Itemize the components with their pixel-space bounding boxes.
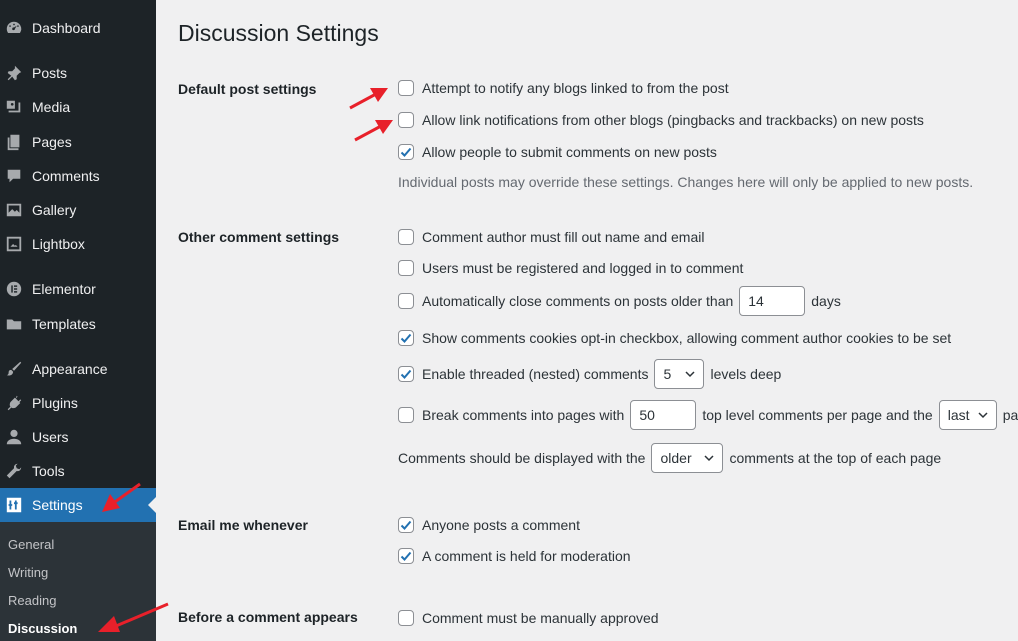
option-label: Enable threaded (nested) comments: [422, 366, 649, 382]
option-anyone-posts: [398, 517, 580, 533]
chevron-down-icon: [704, 453, 714, 463]
section-label-before-comment: Before a comment appears: [178, 609, 358, 625]
admin-sidebar: [0, 0, 156, 641]
sidebar-item-pages[interactable]: [0, 125, 156, 159]
section-label-email-me: Email me whenever: [178, 517, 308, 533]
wrench-icon: [4, 461, 24, 481]
sidebar-item-label: Appearance: [32, 361, 108, 377]
chevron-down-icon: [978, 410, 988, 420]
option-auto-close: [398, 286, 841, 316]
paged-checkbox[interactable]: [398, 407, 414, 423]
notify-blogs-checkbox[interactable]: [398, 80, 414, 96]
submenu-item-discussion[interactable]: Discussion: [8, 621, 78, 636]
option-label: Comment author must fill out name and email: [422, 229, 705, 245]
option-label: Comments should be displayed with the: [398, 450, 646, 466]
option-label: Users must be registered and logged in to comment: [422, 260, 744, 276]
sidebar-item-plugins[interactable]: [0, 386, 156, 420]
option-label: Attempt to notify any blogs linked to from the post: [422, 80, 729, 96]
sidebar-item-label: Plugins: [32, 395, 78, 411]
page-title: Discussion Settings: [178, 20, 379, 46]
elementor-icon: [4, 279, 24, 299]
option-suffix: days: [811, 293, 841, 309]
sidebar-item-label: Media: [32, 99, 71, 115]
option-suffix: levels deep: [710, 366, 782, 382]
option-link-notifications: [398, 112, 924, 128]
threaded-checkbox[interactable]: [398, 366, 414, 382]
auto-close-days-input[interactable]: 14: [739, 286, 805, 316]
option-label: Show comments cookies opt-in checkbox, allowing comment author cookies to be set: [422, 330, 952, 346]
sidebar-item-label: Dashboard: [32, 20, 101, 36]
checkmark-icon: [399, 331, 413, 345]
sidebar-item-appearance[interactable]: [0, 352, 156, 386]
option-label: Anyone posts a comment: [422, 517, 580, 533]
option-registered: [398, 260, 743, 276]
option-label: A comment is held for moderation: [422, 548, 631, 564]
sidebar-item-label: Pages: [32, 134, 72, 150]
option-label: Allow link notifications from other blogs (pingbacks and trackbacks) on new posts: [422, 112, 924, 128]
option-cookies: [398, 330, 951, 346]
option-label: Break comments into pages with: [422, 407, 625, 423]
checkmark-icon: [399, 367, 413, 381]
default-post-description: Individual posts may override these settings. Changes here will only be applied to new posts.: [398, 174, 974, 190]
submenu-item-general[interactable]: General: [8, 537, 55, 552]
option-label: Automatically close comments on posts older than: [422, 293, 734, 309]
select-value: 5: [663, 366, 672, 382]
auto-close-checkbox[interactable]: [398, 293, 414, 309]
option-manual-approve: [398, 610, 659, 626]
sidebar-item-templates[interactable]: [0, 307, 156, 341]
sidebar-item-label: Elementor: [32, 281, 96, 297]
option-threaded: [398, 359, 781, 389]
checkmark-icon: [399, 549, 413, 563]
comment-order-select[interactable]: [651, 443, 723, 473]
comment-icon: [4, 166, 24, 186]
sidebar-item-tools[interactable]: [0, 454, 156, 488]
option-author-fill: [398, 229, 704, 245]
option-held-moderation: [398, 548, 631, 564]
brush-icon: [4, 359, 24, 379]
checkmark-icon: [399, 518, 413, 532]
folder-icon: [4, 314, 24, 334]
sidebar-item-elementor[interactable]: [0, 272, 156, 306]
submenu-item-reading[interactable]: Reading: [8, 593, 57, 608]
default-page-select[interactable]: [939, 400, 997, 430]
author-fill-checkbox[interactable]: [398, 229, 414, 245]
pages-icon: [4, 132, 24, 152]
sidebar-item-gallery[interactable]: [0, 193, 156, 227]
thread-depth-select[interactable]: [654, 359, 704, 389]
settings-submenu: [0, 522, 156, 641]
option-display-order: [398, 443, 941, 473]
sidebar-item-lightbox[interactable]: [0, 227, 156, 261]
option-suffix: pa: [1002, 407, 1018, 423]
checkmark-icon: [399, 145, 413, 159]
user-icon: [4, 427, 24, 447]
sidebar-item-users[interactable]: [0, 420, 156, 454]
comments-per-page-input[interactable]: 50: [630, 400, 696, 430]
option-notify-blogs: [398, 80, 729, 96]
pin-icon: [4, 63, 24, 83]
sidebar-item-settings[interactable]: [0, 488, 156, 522]
sidebar-item-label: Tools: [32, 463, 65, 479]
cookies-checkbox[interactable]: [398, 330, 414, 346]
sidebar-item-dashboard[interactable]: [0, 11, 156, 45]
sidebar-item-label: Posts: [32, 65, 68, 81]
sliders-icon: [4, 495, 24, 515]
sidebar-item-comments[interactable]: [0, 159, 156, 193]
select-value: last: [947, 407, 970, 423]
sidebar-item-posts[interactable]: [0, 56, 156, 90]
sidebar-item-label: Lightbox: [32, 236, 85, 252]
section-label-other-comment: Other comment settings: [178, 229, 340, 245]
anyone-posts-checkbox[interactable]: [398, 517, 414, 533]
main-content: [156, 0, 1018, 641]
link-notifications-checkbox[interactable]: [398, 112, 414, 128]
option-allow-comments: [398, 144, 717, 160]
option-paged: [398, 400, 1018, 430]
chevron-down-icon: [685, 369, 695, 379]
registered-checkbox[interactable]: [398, 260, 414, 276]
manual-approve-checkbox[interactable]: [398, 610, 414, 626]
sidebar-item-label: Gallery: [32, 202, 77, 218]
option-suffix: comments at the top of each page: [729, 450, 942, 466]
dashboard-icon: [4, 18, 24, 38]
plug-icon: [4, 393, 24, 413]
gallery-icon: [4, 200, 24, 220]
option-label: Allow people to submit comments on new posts: [422, 144, 717, 160]
sidebar-item-media[interactable]: [0, 90, 156, 124]
sidebar-item-label: Settings: [32, 497, 83, 513]
lightbox-icon: [4, 234, 24, 254]
held-moderation-checkbox[interactable]: [398, 548, 414, 564]
allow-comments-checkbox[interactable]: [398, 144, 414, 160]
sidebar-item-label: Users: [32, 429, 69, 445]
select-value: older: [660, 450, 692, 466]
option-middle: top level comments per page and the: [702, 407, 933, 423]
submenu-item-writing[interactable]: Writing: [8, 565, 49, 580]
media-icon: [4, 97, 24, 117]
section-label-default-post: Default post settings: [178, 81, 317, 97]
option-label: Comment must be manually approved: [422, 610, 659, 626]
sidebar-item-label: Templates: [32, 316, 96, 332]
sidebar-item-label: Comments: [32, 168, 100, 184]
